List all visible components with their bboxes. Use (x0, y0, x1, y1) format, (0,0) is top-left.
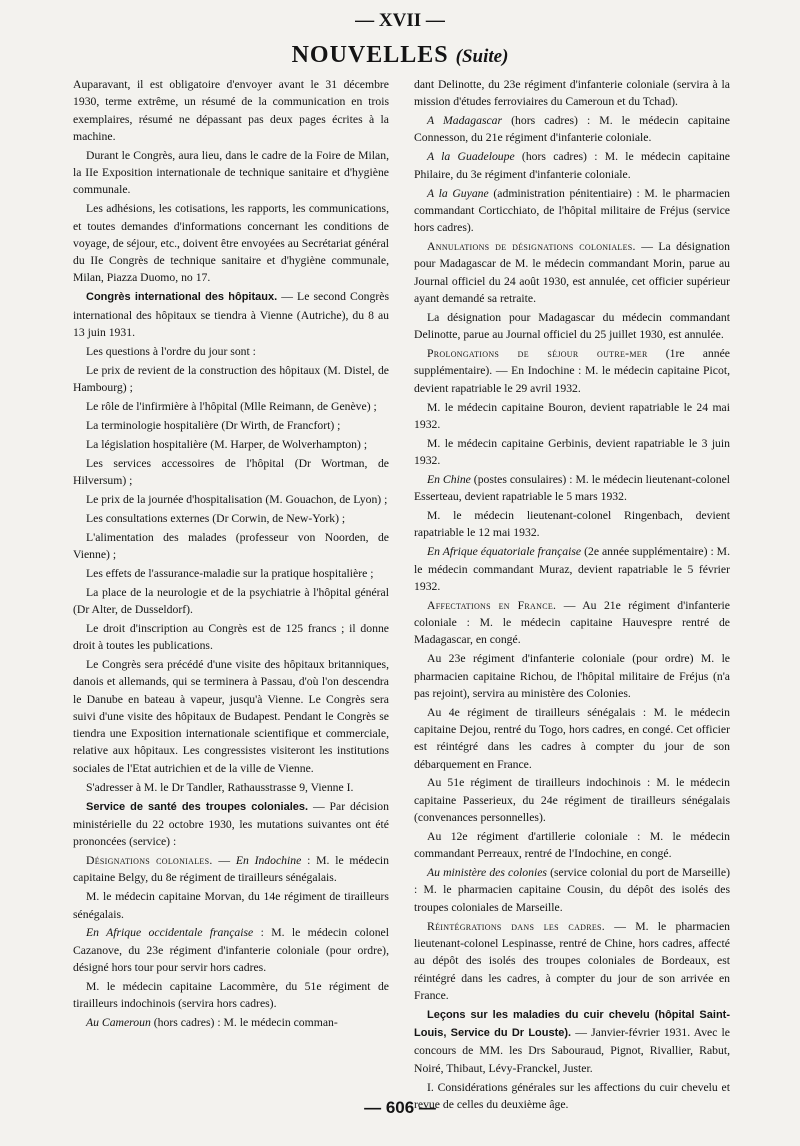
paragraph-text: (administration pénitentiaire) : M. le pharmacien commandant Corticchiato, de l'hôpital militaire de Fréjus (service hors cadres). (414, 186, 730, 235)
paragraph-text: L'alimentation des malades (professeur von Noorden, de Vienne) ; (73, 530, 389, 561)
right-column (414, 76, 731, 1111)
paragraph (414, 918, 730, 1004)
paragraph (73, 491, 389, 508)
paragraph (414, 828, 730, 863)
paragraph-text: Le Congrès sera précédé d'une visite des hôpitaux britanniques, danois et allemands, qui se terminera à Passau, d'où l'on descendra le Danube en bateau à vapeur, jusqu'à Vienne. Le Congrès sera suivi d'une visite des hôpitaux de Budapest. Pendant le Congrès se tiendra une Exposition internationale scientifique et commerciale, relative aux hôpitaux. Les congressistes visiteront les institutions sociales de l'Etat autrichien et de la ville de Vienne. (73, 658, 389, 775)
paragraph: Désignations coloniales. — En Indochine : M. le médecin capitaine Belgy, du 8e régiment de tirailleurs sénégalais. (73, 854, 390, 885)
page-title (0, 42, 800, 69)
paragraph (73, 529, 389, 564)
paragraph (73, 978, 389, 1013)
paragraph (414, 399, 730, 434)
paragraph (73, 147, 389, 199)
paragraph (414, 435, 730, 470)
paragraph (73, 417, 389, 434)
paragraph (73, 362, 389, 397)
paragraph-text: M. le médecin capitaine Bouron, devient rapatriable le 24 mai 1932. (414, 400, 730, 431)
paragraph-text: Le prix de revient de la construction des hôpitaux (M. Distel, de Hambourg) ; (73, 363, 389, 395)
paragraph (73, 565, 389, 582)
paragraph (73, 924, 389, 976)
paragraph-text: M. le médecin capitaine Lacommère, du 51e régiment de tirailleurs indochinois (servira hors cadres). (73, 979, 389, 1011)
place-name: En Afrique équatoriale française (427, 545, 582, 559)
paragraph-text: La place de la neurologie et de la psychiatrie à l'hôpital général (Dr Alter, de Dusseldorf). (73, 585, 389, 616)
paragraph-text: M. le médecin lieutenant-colonel Ringenbach, devient rapatriable le 12 mai 1932. (414, 509, 730, 540)
paragraph (73, 455, 389, 490)
paragraph-text: : M. le médecin capitaine Belgy, du 8e régiment de tirailleurs sénégalais. (73, 854, 390, 885)
paragraph-text: S'adresser à M. le Dr Tandler, Rathausstrasse 9, Vienne I. (86, 780, 354, 794)
paragraph-text: Le rôle de l'infirmière à l'hôpital (Mlle Reimann, de Genève) ; (86, 399, 377, 413)
paragraph (414, 774, 730, 826)
place-name: En Indochine (235, 854, 302, 868)
subsection-heading: Prolongations de séjour outre-mer (427, 347, 648, 361)
paragraph-text: — M. le pharmacien lieutenant-colonel Lespinasse, rentré de Chine, hors cadres, affecté au dépôt des isolés des troupes coloniales de Bordeaux, est réintégré dans les cadres, à compter du jour de son arrivée en France. (414, 919, 730, 1002)
paragraph-text: (2e année supplémentaire) : M. le médecin commandant Muraz, devient rapatriable le 5 février 1932. (414, 545, 730, 593)
paragraph (73, 200, 389, 286)
paragraph (414, 471, 730, 506)
paragraph-text: (hors cadres) : M. le médecin capitaine Philaire, du 3e régiment d'infanterie coloniale. (414, 150, 730, 181)
section-heading: Congrès international des hôpitaux. (86, 291, 278, 304)
paragraph-text: Les effets de l'assurance-maladie sur la pratique hospitalière ; (86, 566, 374, 580)
subsection-heading: Annulations de désignations coloniales. (427, 240, 636, 254)
paragraph (73, 656, 389, 777)
paragraph (73, 398, 389, 415)
place-name: En Chine (427, 472, 471, 486)
paragraph (73, 620, 389, 655)
paragraph (73, 1014, 389, 1031)
paragraph-text: — La désignation pour Madagascar de M. le médecin commandant Morin, parue au Journal officiel du 24 août 1930, est annulée, cet officier supérieur ayant demandé sa retraite. (414, 240, 730, 305)
paragraph (414, 704, 730, 773)
paragraph-text: Les consultations externes (Dr Corwin, de New-York) ; (86, 511, 346, 525)
paragraph (73, 436, 389, 453)
place-name: Au ministère des colonies (427, 866, 547, 880)
left-column (73, 76, 389, 1094)
paragraph-text: (postes consulaires) : M. le médecin lieutenant-colonel Esserteau, devient rapatriable le 5 mars 1932. (414, 472, 731, 504)
paragraph-text: M. le médecin capitaine Morvan, du 14e régiment de tirailleurs sénégalais. (73, 890, 389, 921)
paragraph-text: Au 12e régiment d'artillerie coloniale : M. le médecin commandant Perreaux, rentré de l'Indochine, en congé. (414, 829, 730, 861)
paragraph (414, 597, 730, 649)
subsection-heading: Désignations coloniales. (86, 854, 213, 868)
paragraph-text: (hors cadres) : M. le médecin comman- (150, 1016, 338, 1030)
paragraph-text: Auparavant, il est obligatoire d'envoyer avant le 31 décembre 1930, terme extrême, un résumé de la communication en trois exemplaires, résumé ne dépassant pas deux pages écrites à la machine. (73, 78, 389, 143)
paragraph-text: dant Delinotte, du 23e régiment d'infanterie coloniale (servira à la mission d'études ferroviaires du Cameroun et du Tchad). (414, 78, 730, 109)
paragraph-text: La terminologie hospitalière (Dr Wirth, de Francfort) ; (86, 418, 341, 432)
paragraph-text: Durant le Congrès, aura lieu, dans le cadre de la Foire de Milan, la IIe Exposition internationale de technique sanitaire et d'hygiène communale. (73, 148, 389, 197)
paragraph (73, 584, 389, 619)
place-name: Au Cameroun (86, 1016, 151, 1030)
paragraph-text: Au 23e régiment d'infanterie coloniale (pour ordre) M. le pharmacien capitaine Richou, de l'hôpital militaire de Fréjus (n'a pas rejoint), servira au ministère des Colonies. (414, 652, 730, 700)
paragraph-text: Les questions à l'ordre du jour sont : (86, 344, 256, 358)
paragraph-text: — Janvier-février 1931. Avec le concours de MM. les Drs Sabouraud, Pignot, Rivallier, Rabut, Noiré, Thibaut, Lévy-Franckel, Juster. (414, 1026, 730, 1075)
place-name: En Afrique occidentale française (86, 926, 254, 940)
title-suite: (Suite) (455, 46, 509, 67)
paragraph-text: (hors cadres) : M. le médecin capitaine Connesson, du 21e régiment d'infanterie coloniale. (414, 114, 730, 145)
title-main: NOUVELLES (291, 42, 449, 68)
paragraph (414, 345, 730, 397)
place-name: A Madagascar (427, 114, 503, 128)
paragraph-text: (1re année supplémentaire). — En Indochine : M. le médecin capitaine Picot, devient rapatriable le 29 avril 1932. (414, 347, 730, 395)
place-name: A la Guadeloupe (427, 150, 515, 164)
paragraph (73, 343, 389, 360)
paragraph (414, 543, 730, 595)
paragraph (414, 1006, 730, 1077)
paragraph (414, 76, 730, 111)
paragraph (414, 507, 730, 542)
paragraph-text: La législation hospitalière (M. Harper, de Wolverhampton) ; (86, 437, 368, 451)
paragraph-text: Les adhésions, les cotisations, les rapports, les communications, et toutes demandes d'informations concernant les conditions de voyage, de séjour, etc., doivent être envoyées au Secrétariat général du IIe Congrès de technique sanitaire et d'hygiène communale, Milan, Piazza Duomo, no 17. (73, 202, 389, 285)
paragraph (73, 798, 389, 851)
subsection-heading: Affectations en France. (427, 598, 557, 612)
paragraph (73, 888, 389, 923)
paragraph-text: — Par décision ministérielle du 22 octobre 1930, les mutations suivantes ont été prononcées (service) : (73, 799, 389, 849)
paragraph-text: — Au 21e régiment d'infanterie coloniale : M. le médecin capitaine Hauvespre rentré de Madagascar, en congé. (414, 598, 730, 647)
paragraph-text: Au 4e régiment de tirailleurs sénégalais : M. le médecin capitaine Dejou, rentré du Togo, hors cadres, en congé. Cet officier est réintégré dans les cadres à compter du jour de son débarquement en France. (414, 705, 730, 771)
paragraph (414, 650, 730, 702)
paragraph (414, 309, 730, 344)
paragraph-text: I. Considérations générales sur les affections du cuir chevelu et revue de celles du deuxième âge. (414, 1080, 730, 1111)
paragraph-text: M. le médecin capitaine Gerbinis, devient rapatriable le 3 juin 1932. (414, 436, 730, 467)
paragraph-text: Le droit d'inscription au Congrès est de 125 francs ; il donne droit à toutes les publications. (73, 621, 389, 653)
paragraph (414, 148, 730, 183)
paragraph (414, 185, 730, 237)
page-number: — 606 — (364, 1098, 436, 1117)
section-heading: Leçons sur les maladies du cuir chevelu (hôpital Saint-Louis, Service du Dr Louste). (414, 1008, 730, 1040)
paragraph-text: (service colonial du port de Marseille) : M. le pharmacien capitaine Cousin, du dépôt des isolés des troupes coloniales de Marseille. (414, 866, 730, 914)
paragraph (73, 288, 389, 341)
paragraph (414, 112, 730, 147)
paragraph-text: Le prix de la journée d'hospitalisation (M. Gouachon, de Lyon) ; (86, 492, 388, 506)
subsection-heading: Réintégrations dans les cadres. (427, 919, 606, 933)
paragraph (73, 76, 389, 145)
paragraph (414, 864, 730, 916)
section-heading: Service de santé des troupes coloniales. (86, 800, 309, 813)
paragraph-text: Les services accessoires de l'hôpital (Dr Wortman, de Hilversum) ; (73, 456, 389, 487)
place-name: A la Guyane (427, 186, 489, 200)
paragraph (414, 238, 730, 307)
paragraph-text: La désignation pour Madagascar du médecin commandant Delinotte, parue au Journal officiel du 25 juillet 1930, est annulée. (414, 310, 730, 342)
paragraph-text: Au 51e régiment de tirailleurs indochinois : M. le médecin capitaine Passerieux, du 24e régiment de tirailleurs sénégalais (convenances personnelles). (414, 776, 730, 825)
paragraph (73, 779, 389, 796)
paragraph (73, 510, 389, 527)
paragraph-text: : M. le médecin colonel Cazanove, du 23e régiment d'infanterie coloniale (pour ordre), désigné hors tour pour servir hors cadres. (73, 926, 389, 975)
roman-page-number: — XVII — (355, 10, 445, 31)
paragraph-text: — Le second Congrès international des hôpitaux se tiendra à Vienne (Autriche), du 8 au 13 juin 1931. (73, 290, 389, 339)
